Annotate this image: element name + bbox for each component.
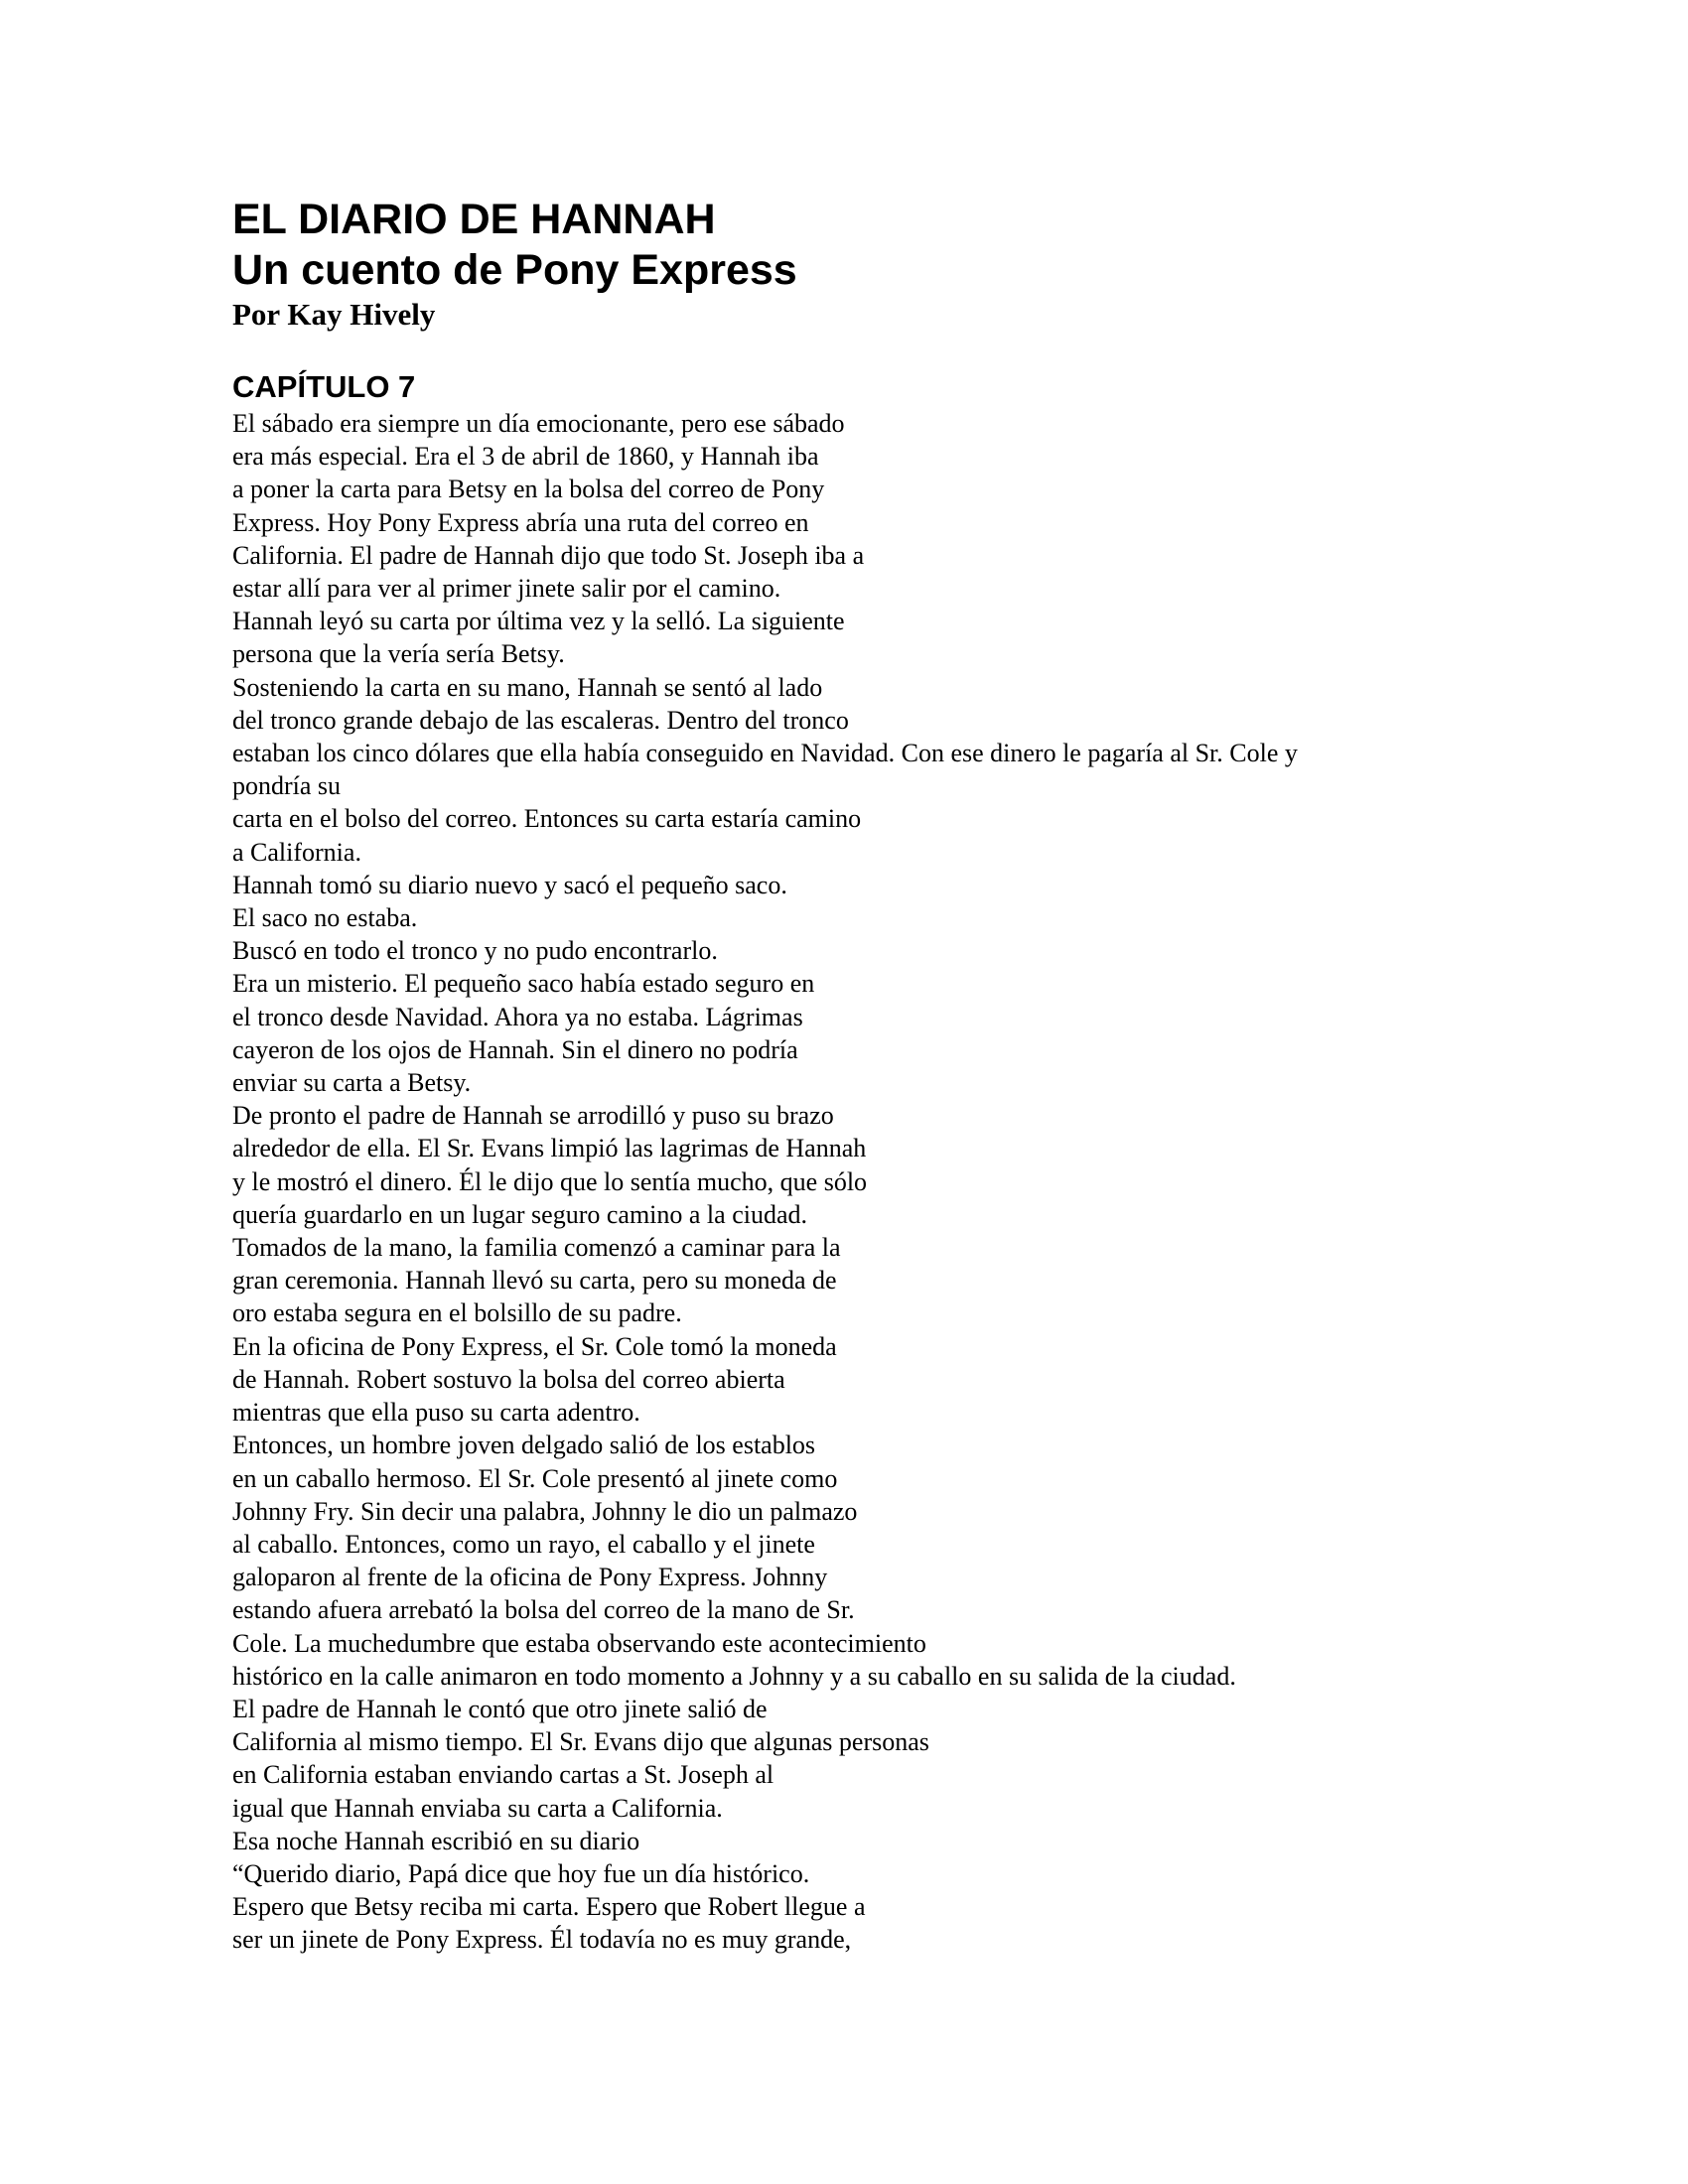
text-line: quería guardarlo en un lugar seguro camino a la ciudad. bbox=[232, 1199, 807, 1229]
text-line: Espero que Betsy reciba mi carta. Espero que Robert llegue a bbox=[232, 1892, 866, 1922]
text-line: al caballo. Entonces, como un rayo, el caballo y el jinete bbox=[232, 1529, 815, 1559]
text-line: galoparon al frente de la oficina de Pony Express. Johnny bbox=[232, 1563, 828, 1592]
author-byline: Por Kay Hively bbox=[232, 297, 436, 332]
text-line: Buscó en todo el tronco y no pudo encontrarlo. bbox=[232, 936, 718, 966]
text-line: El padre de Hannah le contó que otro jinete salió de bbox=[232, 1694, 768, 1723]
text-line: en un caballo hermoso. El Sr. Cole presentó al jinete como bbox=[232, 1463, 838, 1493]
chapter-heading: CAPÍTULO 7 bbox=[232, 369, 416, 404]
text-line: alrededor de ella. El Sr. Evans limpió las lagrimas de Hannah bbox=[232, 1134, 867, 1163]
text-line: era más especial. Era el 3 de abril de 1860, y Hannah iba bbox=[232, 442, 819, 472]
text-line: Hannah leyó su carta por última vez y la selló. La siguiente bbox=[232, 607, 845, 636]
text-line: En la oficina de Pony Express, el Sr. Cole tomó la moneda bbox=[232, 1331, 837, 1361]
text-line: Entonces, un hombre joven delgado salió de los establos bbox=[232, 1431, 816, 1460]
text-line: oro estaba segura en el bolsillo de su padre. bbox=[232, 1298, 682, 1328]
text-line: De pronto el padre de Hannah se arrodilló y puso su brazo bbox=[232, 1101, 834, 1131]
text-line: California al mismo tiempo. El Sr. Evans dijo que algunas personas bbox=[232, 1727, 929, 1757]
text-line: El saco no estaba. bbox=[232, 903, 418, 933]
text-line: Tomados de la mano, la familia comenzó a caminar para la bbox=[232, 1233, 841, 1263]
text-line: mientras que ella puso su carta adentro. bbox=[232, 1398, 640, 1428]
text-line: carta en el bolso del correo. Entonces su carta estaría camino bbox=[232, 804, 862, 834]
document-page bbox=[232, 195, 1523, 1957]
text-line: del tronco grande debajo de las escaleras. Dentro del tronco bbox=[232, 705, 849, 735]
text-line: Sosteniendo la carta en su mano, Hannah se sentó al lado bbox=[232, 672, 823, 702]
text-line: gran ceremonia. Hannah llevó su carta, pero su moneda de bbox=[232, 1266, 837, 1296]
text-line: pondría su bbox=[232, 771, 342, 801]
text-line: El sábado era siempre un día emocionante, pero ese sábado bbox=[232, 409, 845, 438]
text-line: “Querido diario, Papá dice que hoy fue un día histórico. bbox=[232, 1858, 810, 1888]
text-line: a poner la carta para Betsy en la bolsa del correo de Pony bbox=[232, 475, 825, 504]
chapter-body bbox=[232, 407, 1523, 1957]
text-line: Era un misterio. El pequeño saco había estado seguro en bbox=[232, 969, 815, 999]
text-line: Hannah tomó su diario nuevo y sacó el pequeño saco. bbox=[232, 870, 787, 899]
text-line: Express. Hoy Pony Express abría una ruta del correo en bbox=[232, 507, 809, 537]
text-line: el tronco desde Navidad. Ahora ya no estaba. Lágrimas bbox=[232, 1002, 803, 1031]
text-line: estar allí para ver al primer jinete salir por el camino. bbox=[232, 574, 781, 604]
text-line: enviar su carta a Betsy. bbox=[232, 1068, 472, 1098]
text-line: persona que la vería sería Betsy. bbox=[232, 639, 565, 669]
document-title: EL DIARIO DE HANNAH bbox=[232, 196, 716, 243]
text-line: igual que Hannah enviaba su carta a California. bbox=[232, 1793, 723, 1823]
text-line: histórico en la calle animaron en todo momento a Johnny y a su caballo en su salida de la ciudad. bbox=[232, 1661, 1236, 1691]
text-line: Cole. La muchedumbre que estaba observando este acontecimiento bbox=[232, 1628, 926, 1658]
text-line: Johnny Fry. Sin decir una palabra, Johnny le dio un palmazo bbox=[232, 1496, 858, 1526]
text-line: estaban los cinco dólares que ella había conseguido en Navidad. Con ese dinero le pagaría al Sr. Cole y bbox=[232, 739, 1298, 768]
text-line: Esa noche Hannah escribió en su diario bbox=[232, 1826, 640, 1855]
text-line: California. El padre de Hannah dijo que todo St. Joseph iba a bbox=[232, 540, 865, 570]
text-line: a California. bbox=[232, 837, 361, 867]
text-line: en California estaban enviando cartas a St. Joseph al bbox=[232, 1760, 774, 1790]
text-line: ser un jinete de Pony Express. Él todavía no es muy grande, bbox=[232, 1925, 852, 1955]
text-line: cayeron de los ojos de Hannah. Sin el dinero no podría bbox=[232, 1034, 798, 1064]
text-line: de Hannah. Robert sostuvo la bolsa del correo abierta bbox=[232, 1364, 785, 1394]
text-line: y le mostró el dinero. Él le dijo que lo sentía mucho, que sólo bbox=[232, 1166, 868, 1196]
text-line: estando afuera arrebató la bolsa del correo de la mano de Sr. bbox=[232, 1595, 855, 1625]
document-subtitle: Un cuento de Pony Express bbox=[232, 246, 797, 294]
